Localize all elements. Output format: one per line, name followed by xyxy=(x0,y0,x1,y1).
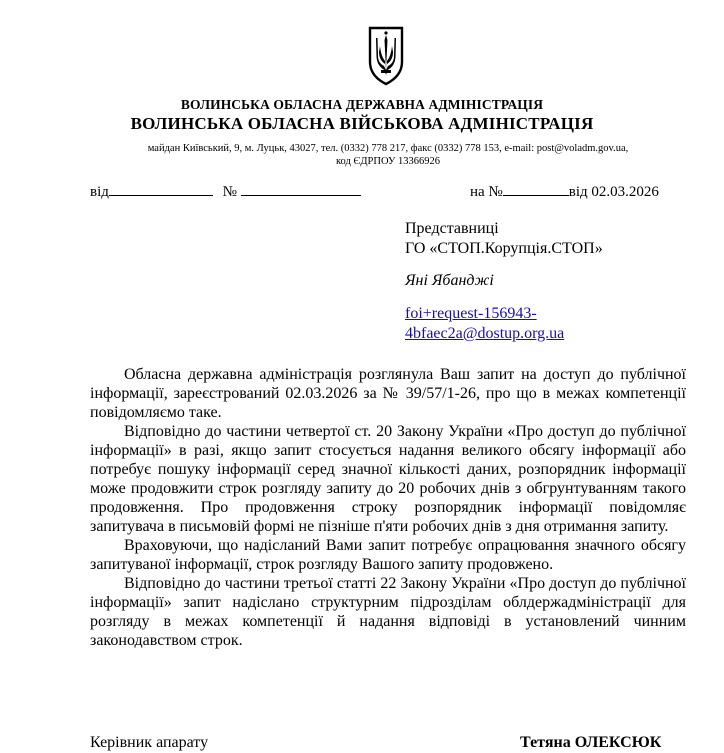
from-date-label: від xyxy=(90,184,109,200)
recipient-email-part-1[interactable]: foi+request-156943- xyxy=(405,305,537,322)
recipient-email-link[interactable] xyxy=(405,304,603,344)
org-name-military-administration: ВОЛИНСЬКА ОБЛАСНА ВІЙСЬКОВА АДМІНІСТРАЦІЯ xyxy=(130,114,594,133)
recipient-block xyxy=(405,219,603,344)
paragraph-law-article-20: Відповідно до частини четвертої ст. 20 Закону України «Про доступ до публічної інформації» в разі, якщо запит стосується надання великого обсягу інформації або потребує пошуку інформації серед значної кількості даних, розпорядник інформації може продовжити строк розгляду запиту до 20 робочих днів з обгрунтуванням такого продовження. Про продовження строку розпорядник інформації повідомляє запитувача в письмовій формі не пізніше п'яти робочих днів з дня отримання запиту. xyxy=(90,423,686,535)
org-name-state-administration: ВОЛИНСЬКА ОБЛАСНА ДЕРЖАВНА АДМІНІСТРАЦІЯ xyxy=(180,97,544,112)
paragraph-law-article-22: Відповідно до частини третьої статті 22 Закону України «Про доступ до публічної інформації» запит надісланo структурним підрозділам облдержадміністрації для розгляду в межах компетенції й надання відповіді в установлений чинним законодавством строк. xyxy=(90,575,686,649)
paragraph-intro: Обласна державна адміністрація розглянула Ваш запит на доступ до публічної інформації, зареєстрований 02.03.2026 за № 39/57/1-26, про що в межах компетенції повідомляємо таке. xyxy=(90,366,686,421)
outgoing-number-blank xyxy=(241,181,361,196)
coat-of-arms-of-ukraine-icon xyxy=(367,26,405,86)
recipient-name: Яні Ябанджі xyxy=(405,272,494,289)
reply-date-label: від 02.03.2026 xyxy=(568,184,659,200)
incoming-reference xyxy=(470,181,659,201)
incoming-number-blank xyxy=(503,181,569,196)
outgoing-reference xyxy=(90,181,361,201)
recipient-title: Представниці xyxy=(405,220,499,237)
org-contacts xyxy=(0,142,724,168)
org-address: майдан Київський, 9, м. Луцьк, 43027, тел. (0332) 778 217, факс (0332) 778 153, e-mail: post@voladm.gov.ua, xyxy=(147,143,629,154)
recipient-organization: ГО «СТОП.Корупція.СТОП» xyxy=(405,240,603,257)
outgoing-date-blank xyxy=(109,181,213,196)
letter-body xyxy=(90,365,686,650)
paragraph-extension: Враховуючи, що надісланий Вами запит потребує опрацювання значного обсягу запитуваної інформації, строк розгляду Вашого запиту продовжено. xyxy=(90,537,686,573)
signatory-position: Керівник апарату xyxy=(90,734,209,751)
signatory-name: Тетяна ОЛЕКСЮК xyxy=(520,734,662,751)
recipient-email-part-2[interactable]: 4bfaec2a@dostup.org.ua xyxy=(405,325,565,342)
org-edrpou-code: код ЄДРПОУ 13366926 xyxy=(335,156,441,167)
number-label: № xyxy=(222,184,237,200)
reply-number-label: на № xyxy=(470,184,503,200)
